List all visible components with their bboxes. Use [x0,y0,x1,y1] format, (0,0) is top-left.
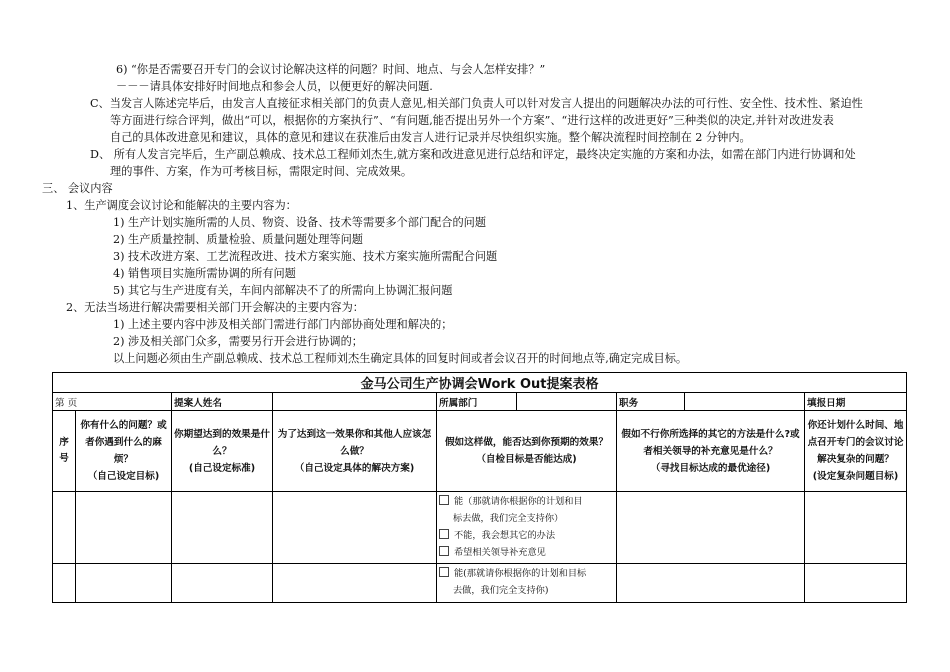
seq-cell[interactable] [53,564,76,603]
header-expected-effect-text: 你期望达到的效果是什么？ [174,428,270,457]
department-label: 所属部门 [437,393,517,411]
alternative-cell[interactable] [617,564,805,603]
text-line: 理的事件、方案，作为可考核目标，需限定时间、完成效果。 [110,165,413,178]
header-meeting-plan-sub: (设定复杂问题目标) [812,471,899,482]
department-field[interactable] [517,393,617,411]
option-yes-text: 能（那就请你根据你的计划和目 [454,496,583,507]
header-solution [273,411,437,492]
solution-cell[interactable] [273,492,437,564]
header-feasibility-text: 假如这样做，能否达到你预期的效果？ [444,437,609,448]
section-heading: 三、 会议内容 [42,182,113,195]
list-item: 4) 销售项目实施所需协调的所有问题 [113,267,296,280]
list-item: 2) 生产质量控制、质量检验、质量问题处理等问题 [113,233,363,246]
table-row [53,564,907,603]
alternative-cell[interactable] [617,492,805,564]
option-leader-input[interactable] [439,544,614,561]
effect-cell[interactable] [172,564,273,603]
checkbox-icon[interactable] [439,567,449,577]
form-title: 金马公司生产协调会Work Out提案表格 [53,373,907,393]
list-item: 5) 其它与生产进度有关，车间内部解决不了的所需向上协调汇报问题 [113,284,453,297]
checkbox-icon[interactable] [439,495,449,505]
meeting-plan-cell[interactable] [805,564,907,603]
option-yes-continued: 标去做，我们完全支持你） [453,513,564,524]
text-line: C、当发言人陈述完毕后，由发言人直接征求相关部门的负责人意见,相关部门负责人可以针对发言人提出的问题解决办法的可行性、安全性、技术性、紧迫性 [90,97,863,110]
proposal-form-table [52,372,907,603]
header-expected-effect [172,411,273,492]
seq-cell[interactable] [53,492,76,564]
text-line: 以上问题必须由生产副总赖成、技术总工程师刘杰生确定具体的回复时间或者会议召开的时间地点等,确定完成目标。 [113,352,688,365]
option-yes[interactable] [439,493,614,510]
text-line: 等方面进行综合评判，做出“可以，根据你的方案执行”、“有问题,能否提出另外一个方案”、“进行这样的改进更好”三种类似的决定,并针对改进发表 [110,114,834,127]
text-line: 2、无法当场进行解决需要相关部门开会解决的主要内容为： [66,301,364,314]
option-no-text: 不能，我会想其它的办法 [454,530,556,541]
text-line: －－－请具体安排好时间地点和参会人员，以便更好的解决问题. [116,80,433,93]
option-leader-input-text: 希望相关领导补充意见 [454,547,546,558]
text-line: 1、生产调度会议讨论和能解决的主要内容为： [66,199,297,212]
list-item: 1) 生产计划实施所需的人员、物资、设备、技术等需要多个部门配合的问题 [113,216,487,229]
header-problem-text: 你有什么的问题？或者你遇到什么的麻烦？ [80,420,167,465]
position-label: 职务 [617,393,685,411]
checkbox-icon[interactable] [439,546,449,556]
option-no[interactable] [439,527,614,544]
header-meeting-plan [805,411,907,492]
header-problem-sub: （自己设定目标) [87,471,160,482]
header-solution-text: 为了达到这一效果你和其他人应该怎么做？ [277,428,432,457]
text-line: 6) “你是否需要召开专门的会议讨论解决这样的问题？时间、地点、与会人怎样安排？” [116,63,546,76]
list-item: 2) 涉及相关部门众多，需要另行开会进行协调的； [113,335,363,348]
problem-cell[interactable] [76,564,172,603]
checkbox-icon[interactable] [439,529,449,539]
list-item: 1) 上述主要内容中涉及相关部门需进行部门内部协商处理和解决的； [113,318,453,331]
header-alternative-sub: （寻找目标达成的最优途径) [650,462,771,474]
header-solution-sub: （自己设定具体的解决方案) [294,462,415,474]
header-alternative-text: 假如不行你所选择的其它的方法是什么?或者相关领导的补充意见是什么？ [621,428,800,457]
header-feasibility [437,411,617,492]
header-meeting-plan-text: 你还计划什么时间、地点召开专门的会议讨论解决复杂的问题？ [807,420,904,465]
meeting-plan-cell[interactable] [805,492,907,564]
option-yes-continued: 去做，我们完全支持你) [453,585,549,596]
header-problem [76,411,172,492]
header-alternative [617,411,805,492]
date-label: 填报日期 [805,393,907,411]
proposer-name-field[interactable] [273,393,437,411]
header-seq [53,411,76,492]
proposer-name-label: 提案人姓名 [172,393,273,411]
solution-cell[interactable] [273,564,437,603]
header-feasibility-sub: （自检目标是否能达成) [476,454,577,465]
header-seq-text: 序号 [59,437,69,464]
feasibility-options [437,492,617,564]
table-row [53,492,907,564]
position-field[interactable] [685,393,805,411]
option-yes[interactable] [439,565,614,582]
page-label: 第 页 [53,393,172,411]
text-line: 自己的具体改进意见和建议，具体的意见和建议在获准后由发言人进行记录并尽快组织实施。整个解决流程时间控制在 2 分钟内。 [110,131,751,144]
header-expected-effect-sub: (自己设定标准) [188,462,256,474]
text-line: D、 所有人发言完毕后，生产副总赖成、技术总工程师刘杰生,就方案和改进意见进行总结和评定，最终决定实施的方案和办法，如需在部门内进行协调和处 [90,148,856,161]
option-yes-text: 能(那就请你根据你的计划和目标 [454,568,587,579]
problem-cell[interactable] [76,492,172,564]
feasibility-options [437,564,617,603]
list-item: 3) 技术改进方案、工艺流程改进、技术方案实施、技术方案实施所需配合问题 [113,250,498,263]
effect-cell[interactable] [172,492,273,564]
